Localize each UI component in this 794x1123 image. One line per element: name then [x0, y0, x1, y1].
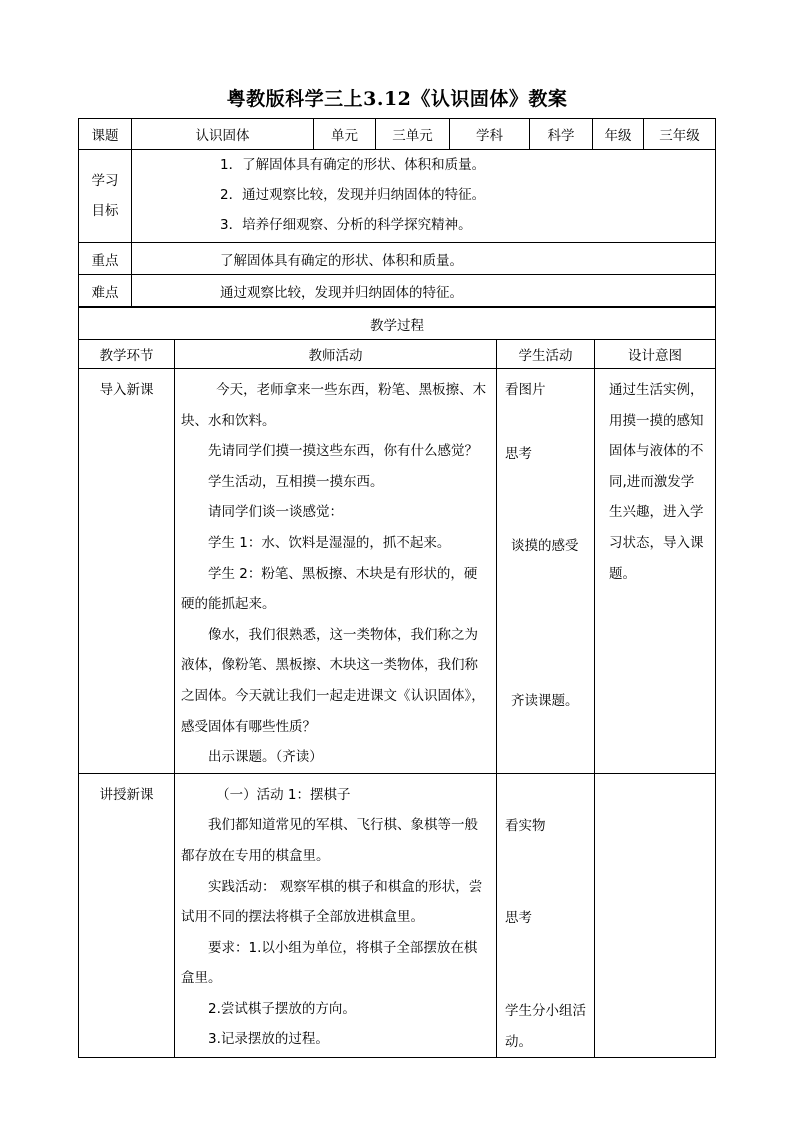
- grade-label: 年级: [593, 119, 644, 150]
- topic-label: 课题: [79, 119, 132, 150]
- goal-item: 1．了解固体具有确定的形状、体积和质量。: [220, 157, 486, 173]
- unit-label: 单元: [314, 119, 376, 150]
- goals-row: [79, 150, 716, 243]
- difficulty-text: 通过观察比较，发现并归纳固体的特征。: [132, 275, 716, 307]
- new-design-intent: [595, 773, 716, 1057]
- key-point-row: [79, 243, 716, 275]
- header-student: 学生活动: [497, 340, 595, 369]
- subject-label: 学科: [450, 119, 530, 150]
- intro-student-activity: 看图片 思考 谈摸的感受 齐读课题。: [497, 369, 595, 774]
- document-title: 粤教版科学三上3.12《认识固体》教案: [226, 88, 568, 110]
- key-point-text: 了解固体具有确定的形状、体积和质量。: [132, 243, 716, 275]
- header-stage: 教学环节: [79, 340, 175, 369]
- intro-teacher-activity: 今天，老师拿来一些东西，粉笔、黑板擦、木块、水和饮料。 先请同学们摸一摸这些东西，你有什么感觉？ 学生活动，互相摸一摸东西。 请同学们谈一谈感觉： 学生 1：水、饮料是湿湿的，抓不起来。 学生 2：粉笔、黑板擦、木块是有形状的，硬硬的能抓起来。 像水，我们很熟悉，这一类物体，我们称之为液体，像粉笔、黑板擦、木块这一类物体，我们称之固体。今天就让我们一起走进课文《认识固体》，感受固体有哪些性质？ 出示课题。（齐读）: [175, 369, 497, 774]
- new-student-activity: 看实物 思考 学生分小组活动。: [497, 773, 595, 1057]
- grade-value: 三年级: [644, 119, 716, 150]
- intro-design-intent: 通过生活实例，用摸一摸的感知固体与液体的不同,进而激发学生兴趣，进入学习状态，导入课题。: [595, 369, 716, 774]
- process-table: [78, 307, 716, 1058]
- subject-value: 科学: [530, 119, 593, 150]
- new-section-label: 讲授新课: [79, 773, 175, 1057]
- difficulty-label: 难点: [79, 275, 132, 307]
- new-lesson-row: [79, 773, 716, 1057]
- new-teacher-activity: （一）活动 1：摆棋子 我们都知道常见的军棋、飞行棋、象棋等一般都存放在专用的棋盒里。 实践活动： 观察军棋的棋子和棋盒的形状，尝试用不同的摆法将棋子全部放进棋盒里。 要求：1.以小组为单位，将棋子全部摆放在棋盒里。 2.尝试棋子摆放的方向。 3.记录摆放的过程。: [175, 773, 497, 1057]
- difficulty-row: [79, 275, 716, 307]
- header-teacher: 教师活动: [175, 340, 497, 369]
- key-point-label: 重点: [79, 243, 132, 275]
- intro-row: [79, 369, 716, 774]
- goal-item: 2．通过观察比较，发现并归纳固体的特征。: [220, 187, 486, 203]
- goal-item: 3．培养仔细观察、分析的科学探究精神。: [220, 217, 472, 233]
- header-intent: 设计意图: [595, 340, 716, 369]
- unit-value: 三单元: [376, 119, 450, 150]
- info-row: [79, 119, 716, 150]
- info-table: [78, 118, 716, 307]
- process-header-row: [79, 340, 716, 369]
- intro-section-label: 导入新课: [79, 369, 175, 774]
- goals-list: [132, 150, 716, 243]
- process-title: 教学过程: [79, 308, 716, 340]
- topic-value: 认识固体: [132, 119, 314, 150]
- goals-label: 学习 目标: [79, 150, 132, 243]
